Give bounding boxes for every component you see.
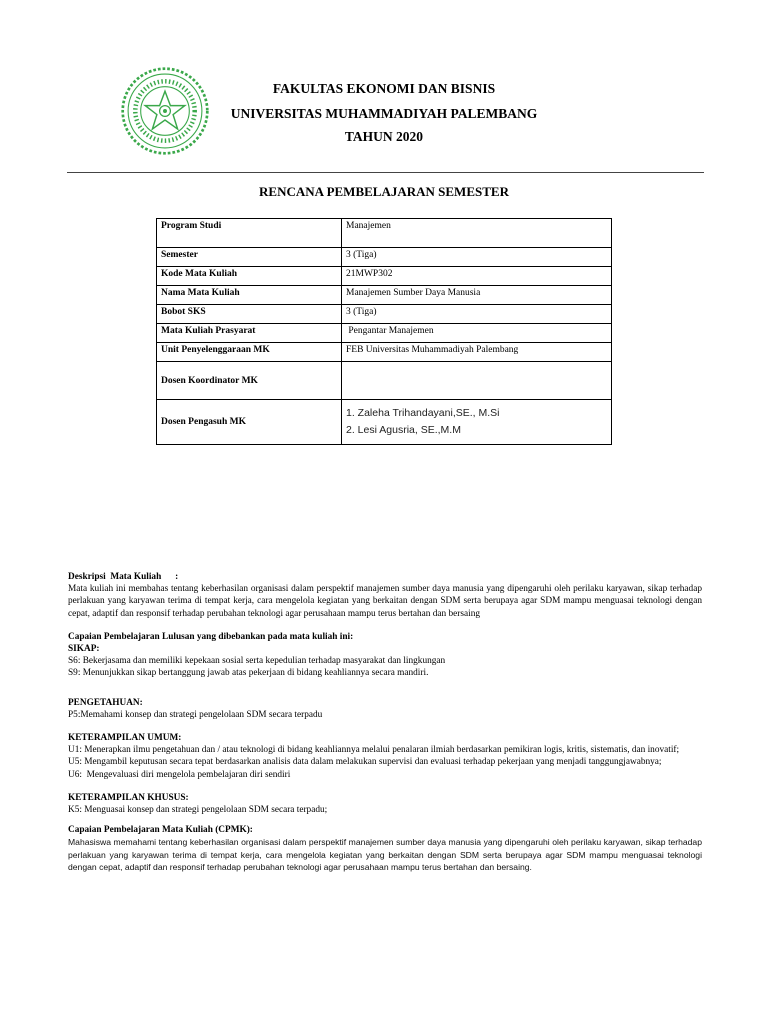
course-description-section	[68, 571, 702, 873]
koordinator-value	[342, 362, 612, 400]
lecturer-2: 2. Lesi Agusria, SE.,M.M	[346, 424, 461, 436]
kode-mk-value: 21MWP302	[342, 267, 612, 286]
faculty-name: FAKULTAS EKONOMI DAN BISNIS	[272, 81, 496, 96]
unit-value: FEB Universitas Muhammadiyah Palembang	[342, 343, 612, 362]
pengetahuan-heading: PENGETAHUAN:	[68, 697, 143, 708]
nama-mk-value: Manajemen Sumber Daya Manusia	[342, 286, 612, 305]
bobot-sks-value: 3 (Tiga)	[342, 305, 612, 324]
document-title: RENCANA PEMBELAJARAN SEMESTER	[259, 184, 509, 199]
keterampilan-umum-heading: KETERAMPILAN UMUM:	[68, 733, 182, 744]
table-row	[157, 343, 612, 362]
course-info-table	[156, 218, 612, 445]
koordinator-label: Dosen Koordinator MK	[157, 362, 342, 400]
sikap-item: S6: Bekerjasama dan memiliki kepekaan sosial serta kepedulian terhadap masyarakat dan lingkungan	[68, 656, 446, 667]
deskripsi-text: Mata kuliah ini membahas tentang keberhasilan organisasi dalam perspektif manajemen sumber daya manusia yang dipengaruhi oleh perilaku karyawan, sikap terhadap perlakuan yang karyawan terima di tempat kerja, cara mengelola kegiatan yang berkaitan dengan SDM serta berupaya agar SDM mampu menguasai teknologi dengan cepat, adaptif dan responsif terhadap perubahan teknologi agar perusahaan mampu terus bertahan dan bersaing	[68, 584, 702, 619]
deskripsi-heading: Deskripsi Mata Kuliah :	[68, 572, 179, 582]
program-studi-label: Program Studi	[157, 219, 342, 248]
pengasuh-value	[342, 400, 612, 445]
unit-label: Unit Penyelenggaraan MK	[157, 343, 342, 362]
sikap-heading: SIKAP:	[68, 644, 100, 655]
table-row	[157, 305, 612, 324]
cpmk-text: Mahasiswa memahami tentang keberhasilan organisasi dalam perspektif manajemen sumber daya manusia yang dipengaruhi oleh perilaku karyawan, sikap terhadap perlakuan yang karyawan terima di tempat kerja, cara mengelola kegiatan yang berkaitan dengan SDM serta berupaya agar SDM mampu menguasai teknologi dengan cepat, adaptif dan responsif terhadap perubahan teknologi agar perusahaan mampu terus bertahan dan bersaing.	[68, 837, 702, 872]
table-row	[157, 219, 612, 248]
year-label: TAHUN 2020	[344, 129, 424, 144]
pengasuh-label: Dosen Pengasuh MK	[157, 400, 342, 445]
header-divider	[67, 172, 704, 173]
table-row	[157, 324, 612, 343]
bobot-sks-label: Bobot SKS	[157, 305, 342, 324]
keterampilan-umum-item: U6: Mengevaluasi diri mengelola pembelajaran diri sendiri	[68, 769, 291, 780]
university-name: UNIVERSITAS MUHAMMADIYAH PALEMBANG	[230, 106, 538, 121]
cpl-heading: Capaian Pembelajaran Lulusan yang dibebankan pada mata kuliah ini:	[68, 631, 354, 642]
semester-value: 3 (Tiga)	[342, 248, 612, 267]
cpmk-heading: Capaian Pembelajaran Mata Kuliah (CPMK):	[68, 825, 253, 836]
table-row	[157, 362, 612, 400]
sikap-item: S9: Menunjukkan sikap bertanggung jawab atas pekerjaan di bidang keahliannya secara mandiri.	[68, 668, 429, 679]
table-row	[157, 400, 612, 445]
keterampilan-khusus-heading: KETERAMPILAN KHUSUS:	[68, 792, 189, 803]
kode-mk-label: Kode Mata Kuliah	[157, 267, 342, 286]
keterampilan-umum-item: U1: Menerapkan ilmu pengetahuan dan / atau teknologi di bidang keahliannya melalui penalaran ilmiah berdasarkan pemikiran logis, kritis, sistematis, dan inovatif;	[68, 745, 680, 756]
prasyarat-value: Pengantar Manajemen	[342, 324, 612, 343]
keterampilan-khusus-item: K5: Menguasai konsep dan strategi pengelolaan SDM secara terpadu;	[68, 805, 328, 816]
table-row	[157, 286, 612, 305]
keterampilan-umum-item: U5: Mengambil keputusan secara tepat berdasarkan analisis data dalam melakukan supervisi dan evaluasi terhadap pekerjaan yang menjadi tanggungjawabnya;	[68, 757, 662, 768]
program-studi-value: Manajemen	[342, 219, 612, 248]
table-row	[157, 267, 612, 286]
pengetahuan-item: P5:Memahami konsep dan strategi pengelolaan SDM secara terpadu	[68, 709, 323, 720]
nama-mk-label: Nama Mata Kuliah	[157, 286, 342, 305]
prasyarat-label: Mata Kuliah Prasyarat	[157, 324, 342, 343]
table-row	[157, 248, 612, 267]
semester-label: Semester	[157, 248, 342, 267]
lecturer-1: 1. Zaleha Trihandayani,SE., M.Si	[346, 407, 500, 419]
